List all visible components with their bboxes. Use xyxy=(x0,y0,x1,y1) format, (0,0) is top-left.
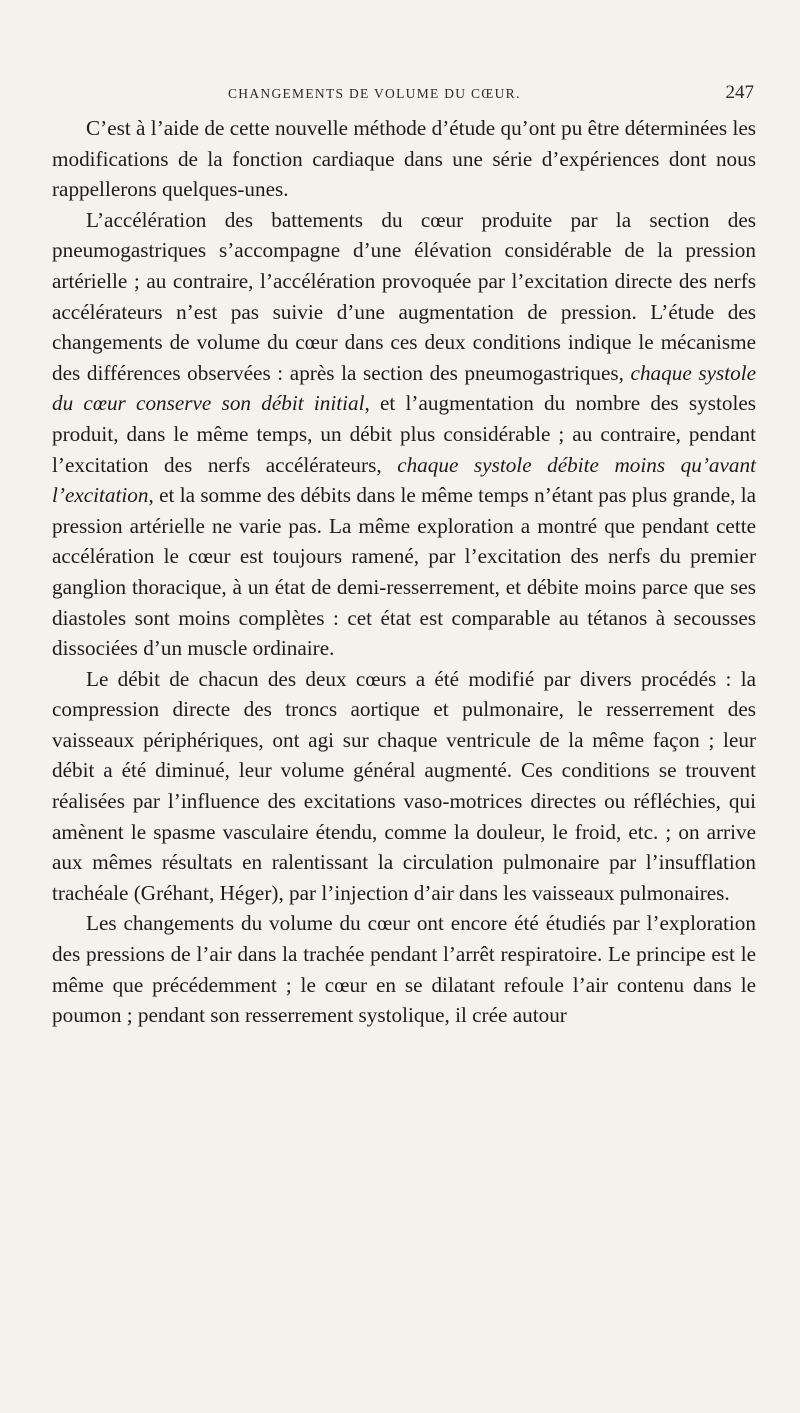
paragraph-2-segment-3: , et l’augmentation du nombre des systoles produit, dans le même temps, un débit plus considérable ; au contraire, pendant l’excitation des nerfs accélérateurs, xyxy=(52,391,756,477)
paragraph-3-segment-1: Le débit de chacun des deux cœurs a été modifié par divers procédés : la compression directe des troncs aortique et pulmonaire, le resserrement des vaisseaux périphériques, ont agi sur chaque ventricule de la même façon ; leur débit a été diminué, leur volume général augmenté. Ces conditions se trouvent réalisées par l’influence des excitations vaso-motrices directes ou réfléchies, qui amènent le spasme vasculaire étendu, comme la douleur, le froid, etc. ; on arrive aux mêmes résultats en ralentissant la circulation pulmonaire par l’insufflation trachéale (Gréhant, Héger), par l’injection d’air dans les vaisseaux pulmonaires. xyxy=(52,666,756,905)
body-text xyxy=(52,113,756,1031)
page-number: 247 xyxy=(725,82,754,103)
running-title: CHANGEMENTS DE VOLUME DU CŒUR. xyxy=(228,86,521,101)
paragraph-2-segment-5: , et la somme des débits dans le même temps n’étant pas plus grande, la pression artérielle ne varie pas. La même exploration a montré que pendant cette accélération le cœur est toujours ramené, par l’excitation des nerfs du premier ganglion thoracique, à un état de demi-resserrement, et débite moins parce que ses diastoles sont moins complètes : cet état est comparable au tétanos à secousses dissociées d’un muscle ordinaire. xyxy=(52,483,756,661)
paragraph-2-italic-2: chaque systole débite moins qu’avant l’excitation xyxy=(52,452,756,508)
paragraph-4 xyxy=(52,908,756,1030)
paragraph-4-segment-1: Les changements du volume du cœur ont encore été étudiés par l’exploration des pressions de l’air dans la trachée pendant l’arrêt respiratoire. Le principe est le même que précédemment ; le cœur en se dilatant refoule l’air contenu dans le poumon ; pendant son resserrement systolique, il crée autour xyxy=(52,911,756,1028)
running-head xyxy=(52,82,758,108)
paragraph-1 xyxy=(52,113,756,205)
paragraph-1-segment-1: C’est à l’aide de cette nouvelle méthode d’étude qu’ont pu être déterminées les modifications de la fonction cardiaque dans une série d’expériences dont nous rappellerons quelques-unes. xyxy=(52,116,756,202)
paragraph-3 xyxy=(52,664,756,909)
paragraph-2-italic-1: chaque systole du cœur conserve son débit initial xyxy=(52,360,756,416)
paragraph-2-segment-1: L’accélération des battements du cœur produite par la section des pneumogastriques s’accompagne d’une élévation considérable de la pression artérielle ; au contraire, l’accélération provoquée par l’excitation directe des nerfs accélérateurs n’est pas suivie d’une augmentation de pression. L’étude des changements de volume du cœur dans ces deux conditions indique le mécanisme des différences observées : après la section des pneumogastriques, xyxy=(52,207,756,385)
paragraph-2 xyxy=(52,205,756,664)
